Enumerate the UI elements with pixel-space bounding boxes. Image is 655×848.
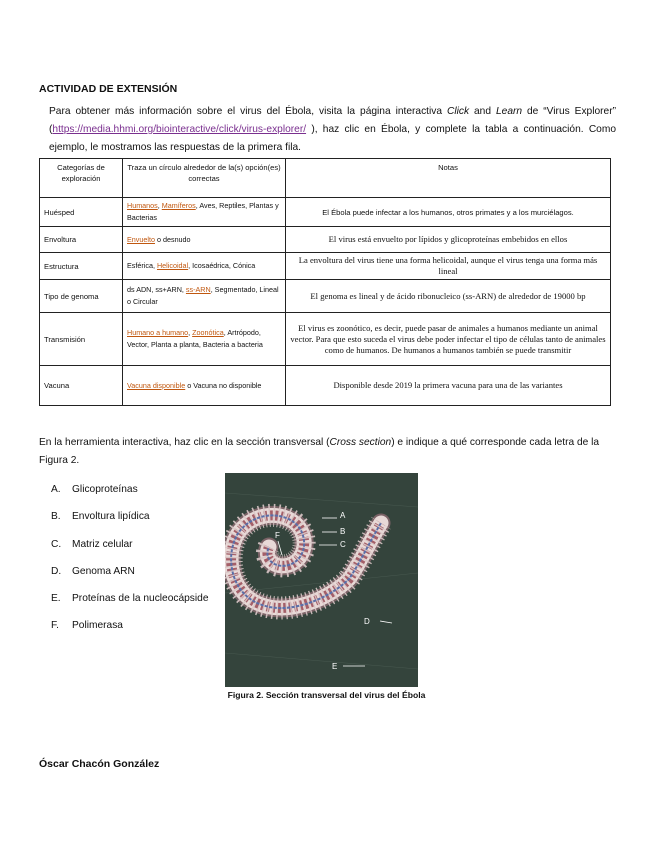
table-row [40, 313, 611, 366]
row-category: Envoltura [40, 227, 123, 253]
row-category: Transmisión [40, 313, 123, 366]
option-text: o Vacuna no disponible [185, 380, 262, 390]
table-row [40, 227, 611, 253]
list-item [51, 593, 209, 620]
list-item [51, 511, 209, 538]
list-letter: C. [51, 538, 62, 550]
option-text: , Segmentado, Lineal o Circular [127, 285, 279, 306]
section-title: ACTIVIDAD DE EXTENSIÓN [39, 83, 178, 95]
row-options [123, 253, 286, 280]
figure-label: C [340, 540, 346, 549]
selected-option: ss-ARN [185, 285, 211, 294]
row-options [123, 366, 286, 406]
list-text: Glicoproteínas [72, 484, 138, 495]
row-notes: El genoma es lineal y de ácido ribonucleico (ss-ARN) de alrededor de 19000 bp [286, 280, 611, 313]
row-notes: El virus es zoonótico, es decir, puede pasar de animales a humanos mediante un animal vector. Para que esto suceda el virus debe poder infectar el tipo de células tanto de animales como de humanos. De humanos a humanos también se puede transmitir [286, 313, 611, 366]
exploration-table [39, 158, 611, 406]
virus-explorer-link[interactable]: https://media.hhmi.org/biointeractive/click/virus-explorer/ [52, 124, 307, 135]
header-notes: Notas [286, 159, 611, 198]
list-letter: A. [51, 484, 61, 495]
row-category: Huésped [40, 198, 123, 227]
table-row [40, 198, 611, 227]
ebola-illustration [225, 473, 418, 687]
list-text: Proteínas de la nucleocápside [72, 593, 209, 605]
selected-option: Mamíferos [161, 201, 196, 210]
selected-option: Helicoidal [156, 261, 189, 270]
list-item [51, 539, 209, 566]
option-text: o desnudo [154, 234, 191, 244]
table-row [40, 280, 611, 313]
row-category: Tipo de genoma [40, 280, 123, 313]
row-notes: El virus está envuelto por lípidos y glicoproteínas embebidos en ellos [286, 227, 611, 253]
row-options [123, 280, 286, 313]
row-notes: La envoltura del virus tiene una forma helicoidal, aunque el virus tenga una forma más lineal [286, 253, 611, 280]
header-category: Categorías de exploración [40, 159, 123, 198]
list-text: Genoma ARN [72, 565, 135, 577]
figure-label: B [340, 527, 346, 536]
selected-option: Vacuna disponible [127, 380, 186, 390]
option-text: , [188, 328, 193, 337]
figure-label: D [364, 617, 370, 626]
list-letter: B. [51, 511, 61, 523]
intro-paragraph: Para obtener más información sobre el virus del Ébola, visita la página interactiva Click and Learn de “Virus Explorer” (https://media.hhmi.org/biointeractive/click/virus-explorer/ ), haz clic en Ébola, y complete la tabla a continuación. Como ejemplo, le mostramos las respuestas de la primera fila. [49, 106, 616, 153]
row-options [123, 313, 286, 366]
selected-option: Envuelto [127, 234, 155, 244]
answer-list [51, 484, 209, 648]
table-row [40, 366, 611, 406]
list-letter: F. [51, 620, 59, 632]
option-text: , Icosaédrica, Cónica [188, 261, 256, 270]
row-category: Vacuna [40, 366, 123, 406]
selected-option: Humano a humano [127, 328, 189, 337]
row-options [123, 198, 286, 227]
option-text: , Aves, Reptiles, Plantas y Bacterias [127, 201, 279, 222]
table-row [40, 253, 611, 280]
selected-option: Zoonótica [192, 328, 224, 337]
list-item [51, 620, 209, 647]
row-options [123, 227, 286, 253]
author-name: Óscar Chacón González [39, 758, 160, 770]
list-text: Polimerasa [72, 620, 123, 632]
list-text: Envoltura lipídica [72, 511, 150, 523]
figure-caption: Figura 2. Sección transversal del virus del Ébola [227, 690, 426, 700]
list-item [51, 484, 209, 511]
row-category: Estructura [40, 253, 123, 280]
option-text: , Artrópodo, Vector, Planta a planta, Bacteria a bacteria [127, 328, 263, 349]
figure-label: E [332, 662, 338, 671]
figure-label: A [340, 511, 346, 520]
header-options: Traza un círculo alrededor de la(s) opción(es) correctas [123, 159, 286, 198]
list-letter: D. [51, 565, 62, 577]
ebola-cross-section-figure [225, 473, 418, 687]
selected-option: Humanos [127, 201, 158, 210]
row-notes: El Ébola puede infectar a los humanos, otros primates y a los murciélagos. [286, 198, 611, 227]
list-letter: E. [51, 593, 61, 605]
list-text: Matriz celular [72, 538, 133, 550]
option-text: , [157, 201, 162, 210]
list-item [51, 566, 209, 593]
figure-label: F [275, 531, 280, 540]
cross-section-instruction: En la herramienta interactiva, haz clic en la sección transversal (Cross section) e indique a qué corresponde cada letra de la Figura 2. [39, 437, 600, 466]
option-text: ds ADN, ss+ARN, [127, 285, 186, 294]
option-text: Esférica, [127, 261, 157, 270]
row-notes: Disponible desde 2019 la primera vacuna para una de las variantes [286, 366, 611, 406]
